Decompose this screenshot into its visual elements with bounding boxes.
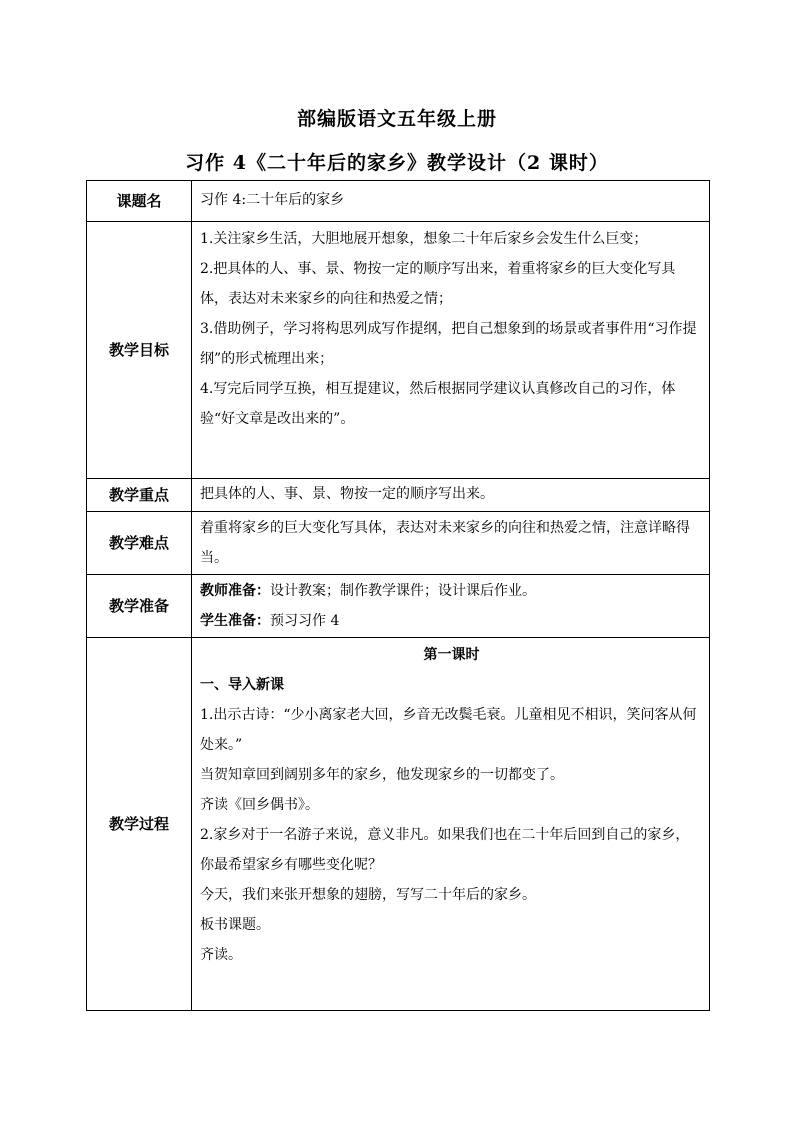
process-line: 齐读《回乡偶书》。 (200, 797, 319, 813)
student-preparation-value: 预习习作 4 (270, 613, 340, 629)
goal-item: 1.关注家乡生活，大胆地展开想象，想象二十年后家乡会发生什么巨变； (200, 231, 648, 247)
row-process (87, 638, 710, 1011)
row-difficulty (87, 512, 710, 575)
process-line: 板书课题。 (200, 917, 270, 933)
value-key-point: 把具体的人、事、景、物按一定的顺序写出来。 (192, 479, 710, 512)
label-preparation: 教学准备 (87, 575, 192, 638)
label-difficulty: 教学难点 (87, 512, 192, 575)
teacher-preparation-value: 设计教案；制作教学课件；设计课后作业。 (270, 583, 536, 599)
teacher-preparation-label: 教师准备： (200, 583, 270, 599)
section-title: 一、导入新课 (200, 677, 284, 693)
label-topic: 课题名 (87, 181, 192, 222)
process-line: 1.出示古诗：“少小离家老大回，乡音无改鬓毛衰。儿童相见不相识，笑问客从何处来。” (200, 707, 697, 753)
label-key-point: 教学重点 (87, 479, 192, 512)
process-line: 齐读。 (200, 947, 242, 963)
value-preparation (192, 575, 710, 638)
value-topic: 习作 4:二十年后的家乡 (192, 181, 710, 222)
value-goals (192, 222, 710, 479)
label-process: 教学过程 (87, 638, 192, 1011)
student-preparation (200, 606, 703, 636)
student-preparation-label: 学生准备： (200, 613, 270, 629)
row-topic (87, 181, 710, 222)
process-line: 当贺知章回到阔别多年的家乡，他发现家乡的一切都变了。 (200, 767, 564, 783)
row-preparation (87, 575, 710, 638)
value-process (192, 638, 710, 1011)
process-line: 今天，我们来张开想象的翅膀，写写二十年后的家乡。 (200, 887, 536, 903)
goal-item: 2.把具体的人、事、景、物按一定的顺序写出来，着重将家乡的巨大变化写具体，表达对未来家乡的向往和热爱之情； (200, 261, 676, 307)
teacher-preparation (200, 576, 703, 606)
label-goals: 教学目标 (87, 222, 192, 479)
process-line: 2.家乡对于一名游子来说，意义非凡。如果我们也在二十年后回到自己的家乡，你最希望家乡有哪些变化呢？ (200, 827, 690, 873)
value-difficulty: 着重将家乡的巨大变化写具体，表达对未来家乡的向往和热爱之情，注意详略得当。 (192, 512, 710, 575)
goal-item: 4.写完后同学互换，相互提建议，然后根据同学建议认真修改自己的习作，体验“好文章是改出来的”。 (200, 381, 676, 427)
lesson-plan-table (86, 180, 710, 1011)
goal-item: 3.借助例子，学习将构思列成写作提纲，把自己想象到的场景或者事件用“习作提纲”的形式梳理出来； (200, 321, 697, 367)
row-key-point (87, 479, 710, 512)
lesson-title: 第一课时 (423, 647, 480, 663)
document-subtitle: 习作 4《二十年后的家乡》教学设计（2 课时） (185, 152, 609, 174)
document-title: 部编版语文五年级上册 (296, 108, 497, 130)
row-goals (87, 222, 710, 479)
